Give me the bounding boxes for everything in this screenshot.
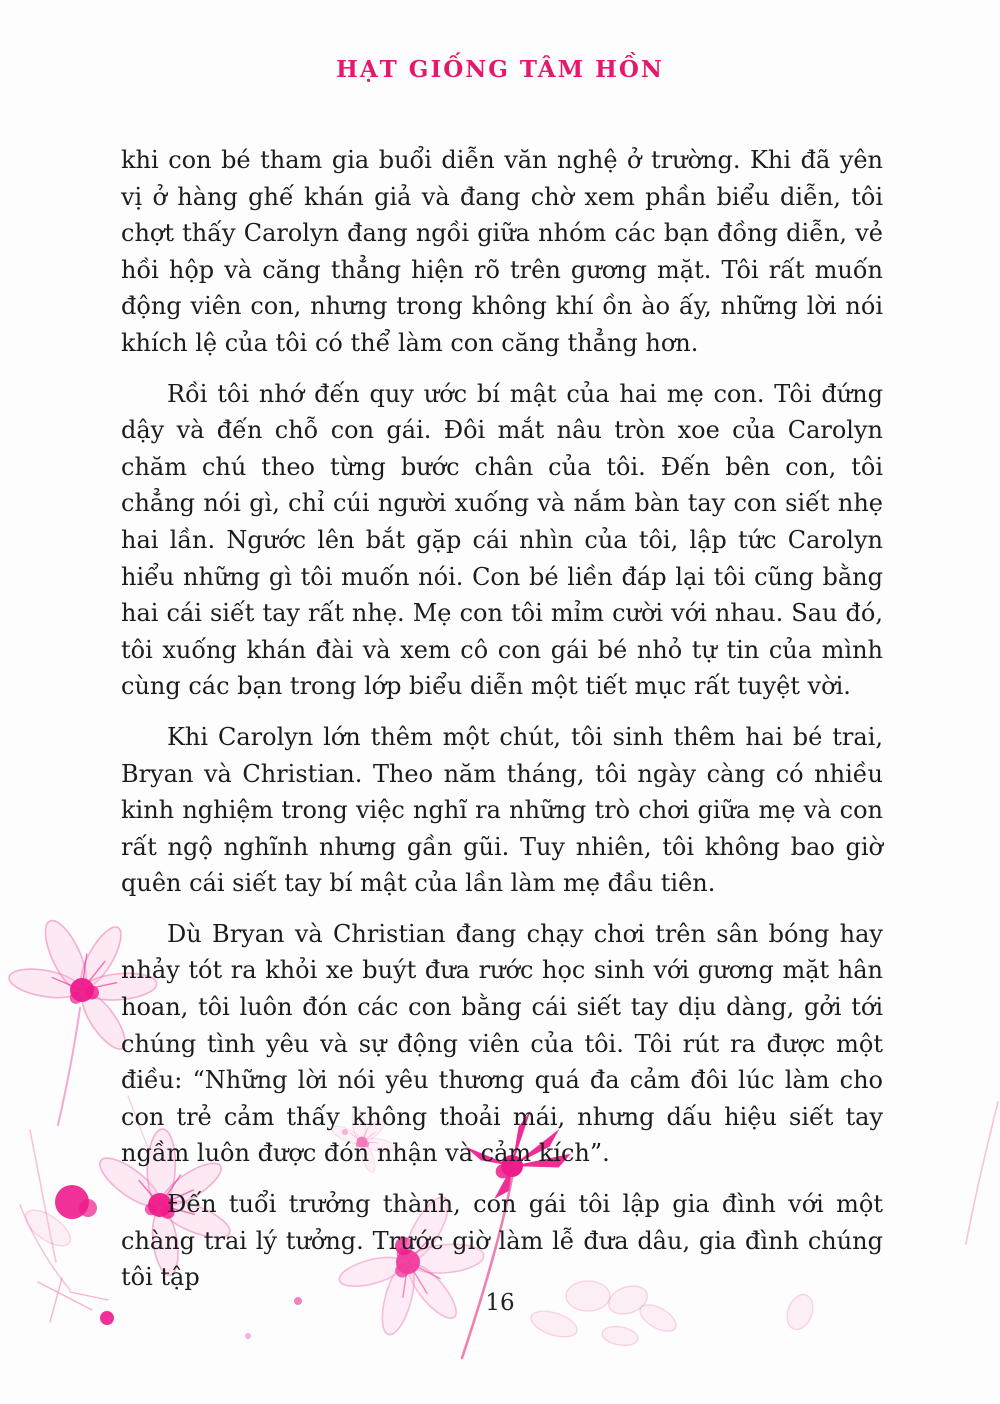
paragraph: Khi Carolyn lớn thêm một chút, tôi sinh thêm hai bé trai, Bryan và Christian. Theo năm tháng, tôi ngày càng có nhiều kinh nghiệm trong việc nghĩ ra những trò chơi giữa mẹ và con rất ngộ nghĩnh nhưng gần gũi. Tuy nhiên, tôi không bao giờ quên cái siết tay bí mật của lần làm mẹ đầu tiên. bbox=[121, 722, 883, 898]
page-number: 16 bbox=[485, 1290, 515, 1316]
flower-stem-left bbox=[58, 1008, 80, 1125]
running-header bbox=[0, 56, 1000, 83]
paragraph: khi con bé tham gia buổi diễn văn nghệ ở trường. Khi đã yên vị ở hàng ghế khán giả và đang chờ xem phần biểu diễn, tôi chợt thấy Carolyn đang ngồi giữa nhóm các bạn đồng diễn, vẻ hồi hộp và căng thẳng hiện rõ trên gương mặt. Tôi rất muốn động viên con, nhưng trong không khí ồn ào ấy, những lời nói khích lệ của tôi có thể làm con căng thẳng hơn. bbox=[121, 146, 883, 357]
page-body-text bbox=[121, 142, 883, 1310]
book-title: HẠT GIỐNG TÂM HỒN bbox=[336, 56, 664, 83]
paragraph: Dù Bryan và Christian đang chạy chơi trên sân bóng hay nhảy tót ra khỏi xe buýt đưa rước học sinh với gương mặt hân hoan, tôi luôn đón các con bằng cái siết tay dịu dàng, gởi tới chúng tình yêu và sự động viên của tôi. Tôi rút ra được một điều: “Những lời nói yêu thương quá đa cảm đôi lúc làm cho con trẻ cảm thấy không thoải mái, nhưng dấu hiệu siết tay ngầm luôn được đón nhận và cảm kích”. bbox=[121, 919, 883, 1168]
paragraph: Rồi tôi nhớ đến quy ước bí mật của hai mẹ con. Tôi đứng dậy và đến chỗ con gái. Đôi mắt nâu tròn xoe của Carolyn chăm chú theo từng bước chân của tôi. Đến bên con, tôi chẳng nói gì, chỉ cúi người xuống và nắm bàn tay con siết nhẹ hai lần. Ngước lên bắt gặp cái nhìn của tôi, lập tức Carolyn hiểu những gì tôi muốn nói. Con bé liền đáp lại tôi cũng bằng hai cái siết tay rất nhẹ. Mẹ con tôi mỉm cười với nhau. Sau đó, tôi xuống khán đài và xem cô con gái bé nhỏ tự tin của mình cùng các bạn trong lớp biểu diễn một tiết mục rất tuyệt vời. bbox=[121, 379, 883, 701]
watercolor-blob-left bbox=[20, 1185, 97, 1253]
paragraph: Đến tuổi trưởng thành, con gái tôi lập gia đình với một chàng trai lý tưởng. Trước giờ làm lễ đưa dâu, gia đình chúng tôi tập bbox=[121, 1190, 883, 1292]
